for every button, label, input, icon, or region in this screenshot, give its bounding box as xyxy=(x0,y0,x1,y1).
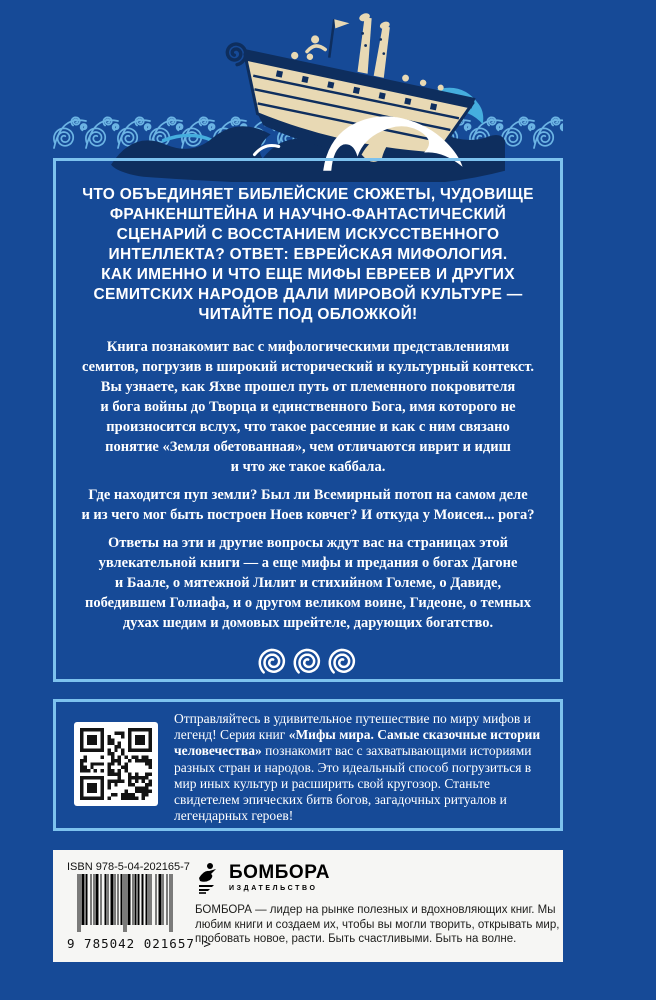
text-line: Вы узнаете, как Яхве прошел путь от племенного покровителя xyxy=(100,379,516,395)
text-line: Книга познакомит вас с мифологическими представлениями xyxy=(106,339,510,355)
publisher-block xyxy=(195,862,563,947)
annotation-frame xyxy=(53,158,563,682)
publisher-description: БОМБОРА — лидер на рынке полезных и вдохновляющих книг. Мы любим книги и создаем их, чтобы вы могли творить, открывать мир, пробовать новое, расти. Быть счастливыми. Быть на волне. xyxy=(195,904,560,945)
publisher-subtitle: ИЗДАТЕЛЬСТВО xyxy=(229,885,318,892)
headline-line: СЕМИТСКИХ НАРОДОВ ДАЛИ МИРОВОЙ КУЛЬТУРЕ — xyxy=(93,286,523,303)
text-line: семитов, погрузив в широкий исторический и культурный контекст. xyxy=(81,359,535,375)
headline-line: КАК ИМЕННО И ЧТО ЕЩЕ МИФЫ ЕВРЕЕВ И ДРУГИХ xyxy=(101,266,515,283)
text-line: и из чего мог быть построен Ноев ковчег? И откуда у Моисея... рога? xyxy=(81,507,535,523)
bombora-logo-icon xyxy=(195,862,221,894)
series-text-before: Отправляйтесь в удивительное путешествие по миру мифов и легенд! Серия книг xyxy=(174,711,531,743)
annotation-paragraph-3 xyxy=(56,533,560,633)
annotation-paragraph-2 xyxy=(56,485,560,525)
ean-barcode xyxy=(75,874,175,932)
qr-code xyxy=(74,722,158,806)
annotation-paragraph-1 xyxy=(56,337,560,477)
headline xyxy=(56,185,560,325)
headline-line: ЧИТАЙТЕ ПОД ОБЛОЖКОЙ! xyxy=(198,306,418,323)
text-line: Ответы на эти и другие вопросы ждут вас на страницах этой xyxy=(107,535,509,551)
headline-line: СЦЕНАРИЙ С ВОССТАНИЕМ ИСКУССТВЕННОГО xyxy=(116,226,500,243)
text-line: произносится вслух, что такое рассеяние и как с ним связано xyxy=(106,419,510,435)
barcode-block xyxy=(67,861,212,951)
series-text-after: познакомит вас с захватывающими историями разных стран и народов. Это идеальный способ погрузиться в мир иных культур и расширить свой кругозор. Станьте свидетелем эпических битв богов, загадочных ритуалов и легендарных героев! xyxy=(174,743,532,824)
text-line: победившем Голиафа, и о другом великом воине, Гидеоне, о темных xyxy=(85,595,531,611)
noahs-ark-illustration xyxy=(103,10,507,182)
publisher-logo-text xyxy=(229,863,330,893)
series-description xyxy=(174,711,554,824)
bow-scroll xyxy=(225,42,247,65)
text-line: и что же такое каббала. xyxy=(230,459,386,475)
text-line: и бога войны до Творца и единственного Бога, имя которого не xyxy=(100,399,516,415)
publisher-logo xyxy=(195,862,563,894)
text-line: и Баале, о мятежной Лилит и стихийном Големе, о Давиде, xyxy=(114,575,502,591)
headline-line: ФРАНКЕНШТЕЙНА И НАУЧНО-ФАНТАСТИЧЕСКИЙ xyxy=(109,206,507,223)
headline-line: ЧТО ОБЪЕДИНЯЕТ БИБЛЕЙСКИЕ СЮЖЕТЫ, ЧУДОВИЩЕ xyxy=(82,186,534,203)
mast-and-figure xyxy=(307,19,349,57)
qr-code-pattern xyxy=(80,728,152,800)
barcode-digits: 9 785042 021657 > xyxy=(67,936,212,951)
publisher-name: БОМБОРА xyxy=(229,862,330,883)
text-line: духах шедим и домовых шрейтеле, дарующих богатство. xyxy=(122,615,494,631)
text-line: Где находится пуп земли? Был ли Всемирный потоп на самом деле xyxy=(88,487,528,503)
series-title: «Мифы мира. Самые сказочные истории человечества» xyxy=(174,727,541,759)
giraffes xyxy=(358,12,391,78)
isbn-label: ISBN 978-5-04-202165-7 xyxy=(67,861,190,873)
publisher-footer xyxy=(53,850,563,962)
triple-spiral-ornament xyxy=(256,645,360,679)
headline-line: ИНТЕЛЛЕКТА? ОТВЕТ: ЕВРЕЙСКАЯ МИФОЛОГИЯ. xyxy=(108,246,508,263)
series-panel xyxy=(53,699,563,831)
text-line: понятие «Земля обетованная», чем отличаются иврит и идиш xyxy=(105,439,511,455)
text-line: увлекательной книги — а еще мифы и предания о богах Дагоне xyxy=(98,555,518,571)
